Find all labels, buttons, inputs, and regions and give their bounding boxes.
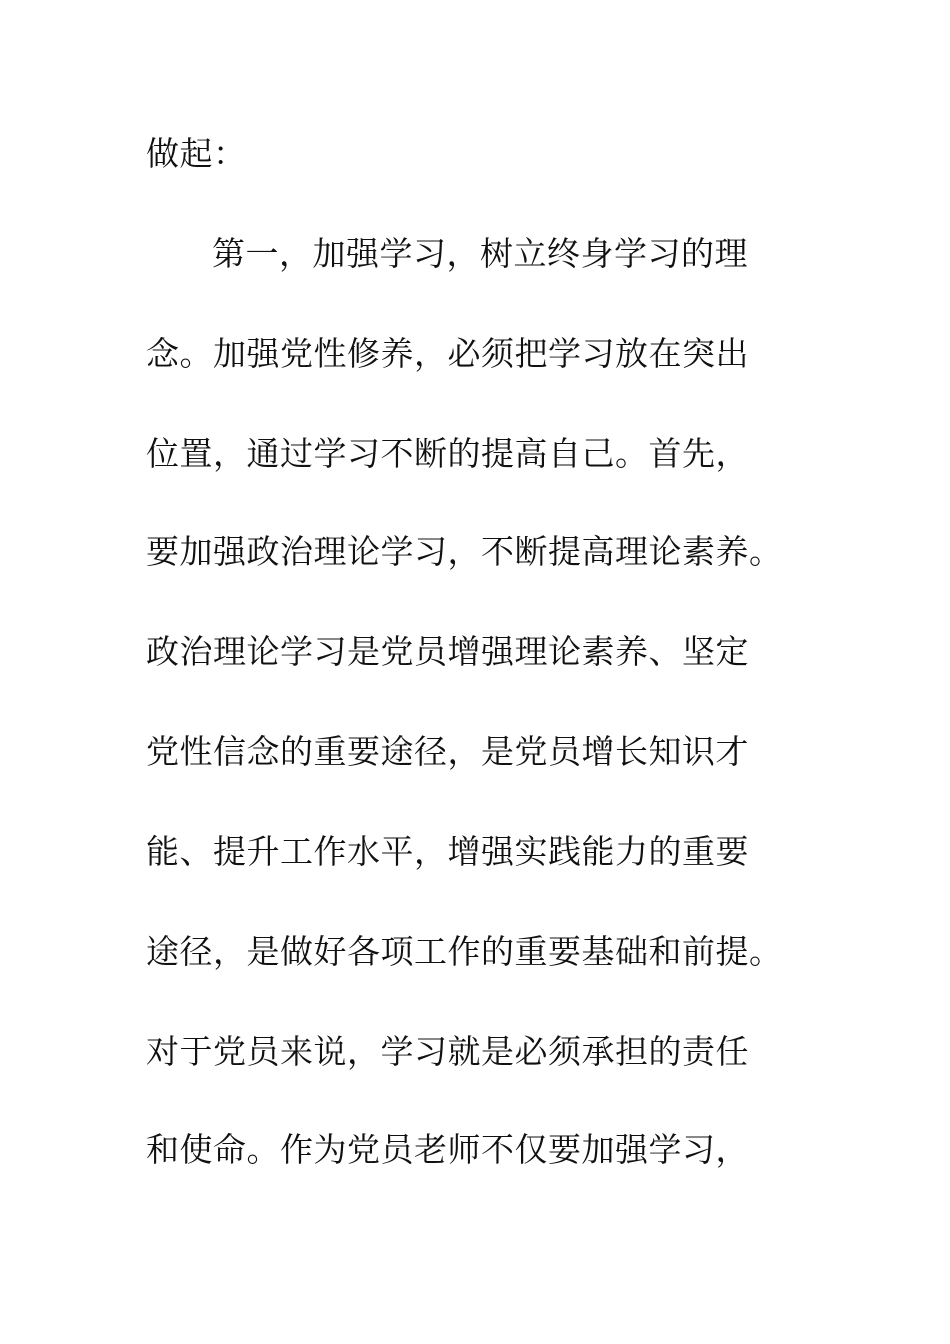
text-line: 位置，通过学习不断的提高自己。首先，	[146, 434, 749, 473]
text-line: 政治理论学习是党员增强理论素养、坚定	[146, 632, 749, 671]
text-line: 要加强政治理论学习，不断提高理论素养。	[146, 532, 783, 571]
text-line: 能、提升工作水平，增强实践能力的重要	[146, 832, 749, 871]
paragraph-first-line: 第一，加强学习，树立终身学习的理	[212, 234, 748, 273]
text-line: 做起：	[146, 134, 247, 173]
text-line: 念。加强党性修养，必须把学习放在突出	[146, 334, 749, 373]
text-line: 对于党员来说，学习就是必须承担的责任	[146, 1032, 749, 1071]
text-line: 党性信念的重要途径，是党员增长知识才	[146, 732, 749, 771]
text-line: 和使命。作为党员老师不仅要加强学习，	[146, 1130, 749, 1169]
text-line: 途径，是做好各项工作的重要基础和前提。	[146, 932, 783, 971]
